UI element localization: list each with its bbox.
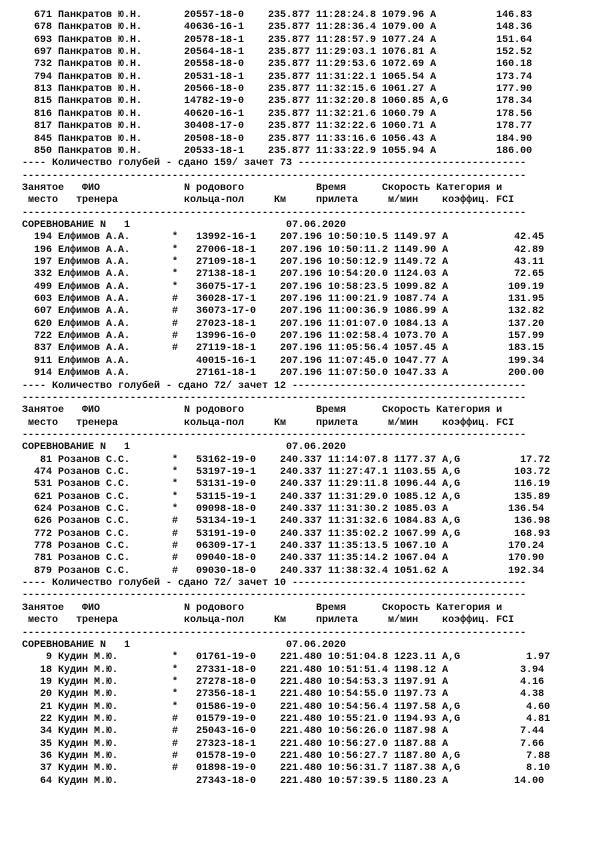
results-line: 781 Розанов С.С. # 09040-18-0 240.337 11:35:14.2 1067.04 А 170.90 [22, 553, 545, 565]
results-line: 693 Панкратов Ю.Н. 20578-18-1 235.877 11:28:57.9 1077.24 А 151.64 [22, 34, 533, 46]
results-line: СОРЕВНОВАНИЕ N 1 07.06.2020 [22, 219, 347, 231]
results-line: 194 Елфимов А.А. * 13992-16-1 207.196 10:50:10.5 1149.97 А 42.45 [22, 232, 545, 244]
results-line: 624 Розанов С.С. * 09098-18-0 240.337 11:31:30.2 1085.03 А 136.54 [22, 504, 545, 515]
results-line: СОРЕВНОВАНИЕ N 1 07.06.2020 [22, 442, 347, 454]
results-line: 332 Елфимов А.А. * 27138-18-1 207.196 10:54:20.0 1124.03 А 72.65 [22, 269, 545, 281]
results-line: 34 Кудин М.Ю. # 25043-16-0 221.480 10:56:26.0 1187.98 А 7.44 [22, 726, 545, 738]
results-line: 21 Кудин М.Ю. * 01586-19-0 221.480 10:54:56.4 1197.58 А,G 4.60 [22, 701, 551, 713]
results-line: 732 Панкратов Ю.Н. 20558-18-0 235.877 11:29:53.6 1072.69 А 160.18 [22, 59, 533, 71]
results-line: место тренера кольца-пол Км прилета м/мин коэффиц. FCI [22, 195, 515, 207]
results-line: ---- Количество голубей - сдано 159/ зачет 73 -------------------------------------- [22, 158, 527, 170]
results-line: 722 Елфимов А.А. # 13996-16-0 207.196 11:02:58.4 1073.70 А 157.99 [22, 331, 545, 343]
results-line: 772 Розанов С.С. # 53191-19-0 240.337 11:35:02.2 1067.99 А,G 168.93 [22, 528, 551, 540]
results-line: 813 Панкратов Ю.Н. 20566-18-0 235.877 11:32:15.6 1061.27 А 177.90 [22, 84, 533, 96]
results-line: СОРЕВНОВАНИЕ N 1 07.06.2020 [22, 639, 347, 651]
results-line: Занятое ФИО N родового Время Скорость Категория и [22, 182, 503, 194]
results-line: 603 Елфимов А.А. # 36028-17-1 207.196 11:00:21.9 1087.74 А 131.95 [22, 294, 545, 306]
results-line: 64 Кудин М.Ю. 27343-18-0 221.480 10:57:39.5 1180.23 А 14.00 [22, 775, 545, 787]
results-line: 626 Розанов С.С. # 53134-19-1 240.337 11:31:32.6 1084.83 А,G 136.98 [22, 516, 551, 528]
results-line: ------------------------------------------------------------------------------------ [22, 627, 527, 639]
results-line: 678 Панкратов Ю.Н. 40636-16-1 235.877 11:28:36.4 1079.00 А 148.36 [22, 22, 533, 34]
results-line: 816 Панкратов Ю.Н. 40620-16-1 235.877 11:32:21.6 1060.79 А 178.56 [22, 108, 533, 120]
results-line: 19 Кудин М.Ю. * 27278-18-0 221.480 10:54:53.3 1197.91 А 4.16 [22, 676, 545, 688]
results-line: 197 Елфимов А.А. * 27109-18-1 207.196 10:50:12.9 1149.72 А 43.11 [22, 257, 545, 268]
results-line: 18 Кудин М.Ю. * 27331-18-0 221.480 10:51:51.4 1198.12 А 3.94 [22, 664, 545, 676]
results-line: 607 Елфимов А.А. # 36073-17-0 207.196 11:00:36.9 1086.99 А 132.82 [22, 306, 545, 318]
results-line: 879 Розанов С.С. # 09030-18-0 240.337 11:38:32.4 1051.62 А 192.34 [22, 565, 545, 577]
results-line: 794 Панкратов Ю.Н. 20531-18-1 235.877 11:31:22.1 1065.54 А 173.74 [22, 71, 533, 83]
results-line: ------------------------------------------------------------------------------------ [22, 429, 527, 441]
results-line: 531 Розанов С.С. * 53131-19-0 240.337 11:29:11.8 1096.44 А,G 116.19 [22, 479, 551, 491]
results-line: Занятое ФИО N родового Время Скорость Категория и [22, 602, 503, 614]
results-line: 36 Кудин М.Ю. # 01578-19-0 221.480 10:56:27.7 1187.80 А,G 7.88 [22, 751, 551, 762]
results-line: 37 Кудин М.Ю. # 01898-19-0 221.480 10:56:31.7 1187.38 А,G 8.10 [22, 763, 551, 775]
results-line: 81 Розанов С.С. * 53162-19-0 240.337 11:14:07.8 1177.37 А,G 17.72 [22, 454, 551, 466]
results-line: 621 Розанов С.С. * 53115-19-1 240.337 11:31:29.0 1085.12 А,G 135.89 [22, 491, 551, 503]
results-line: 20 Кудин М.Ю. * 27356-18-1 221.480 10:54:55.0 1197.73 А 4.38 [22, 689, 545, 701]
results-line: ------------------------------------------------------------------------------------ [22, 590, 527, 602]
results-line: 911 Елфимов А.А. 40015-16-1 207.196 11:07:45.0 1047.77 А 199.34 [22, 355, 545, 367]
results-line: 914 Елфимов А.А. 27161-18-1 207.196 11:07:50.0 1047.33 А 200.00 [22, 368, 545, 380]
results-line: место тренера кольца-пол Км прилета м/мин коэффиц. FCI [22, 615, 515, 627]
results-line: 697 Панкратов Ю.Н. 20564-18-1 235.877 11:29:03.1 1076.81 А 152.52 [22, 47, 533, 59]
results-line: 474 Розанов С.С. * 53197-19-1 240.337 11:27:47.1 1103.55 А,G 103.72 [22, 466, 551, 478]
results-line: 9 Кудин М.Ю. * 01761-19-0 221.480 10:51:04.8 1223.11 А,G 1.97 [22, 652, 551, 664]
results-line: ------------------------------------------------------------------------------------ [22, 207, 527, 219]
results-line: 22 Кудин М.Ю. # 01579-19-0 221.480 10:55:21.0 1194.93 А,G 4.81 [22, 713, 551, 725]
results-line: 499 Елфимов А.А. * 36075-17-1 207.196 10:58:23.5 1099.82 А 109.19 [22, 281, 545, 293]
results-line: 778 Розанов С.С. # 06309-17-1 240.337 11:35:13.5 1067.10 А 170.24 [22, 541, 545, 553]
results-line: 671 Панкратов Ю.Н. 20557-18-0 235.877 11:28:24.8 1079.96 А 146.83 [22, 10, 533, 21]
results-line: 815 Панкратов Ю.Н. 14782-19-0 235.877 11:32:20.8 1060.85 А,G 178.34 [22, 96, 533, 108]
results-line: 837 Елфимов А.А. # 27119-18-1 207.196 11:05:56.4 1057.45 А 183.15 [22, 343, 545, 355]
results-line: ---- Количество голубей - сдано 72/ зачет 12 --------------------------------------- [22, 380, 527, 392]
results-line: место тренера кольца-пол Км прилета м/мин коэффиц. FCI [22, 417, 515, 429]
results-line: ---- Количество голубей - сдано 72/ зачет 10 --------------------------------------- [22, 578, 527, 590]
results-line: 35 Кудин М.Ю. # 27323-18-1 221.480 10:56:27.0 1187.88 А 7.66 [22, 738, 545, 750]
results-line: 620 Елфимов А.А. # 27023-18-1 207.196 11:01:07.0 1084.13 А 137.20 [22, 318, 545, 330]
results-line: 817 Панкратов Ю.Н. 30408-17-0 235.877 11:32:22.6 1060.71 А 178.77 [22, 121, 533, 133]
results-line: Занятое ФИО N родового Время Скорость Категория и [22, 405, 503, 417]
results-line: ------------------------------------------------------------------------------------ [22, 170, 527, 182]
results-line: 196 Елфимов А.А. * 27006-18-1 207.196 10:50:11.2 1149.90 А 42.89 [22, 244, 545, 256]
results-line: ------------------------------------------------------------------------------------ [22, 392, 527, 404]
results-line: 850 Панкратов Ю.Н. 20533-18-1 235.877 11:33:22.9 1055.94 А 186.00 [22, 145, 533, 157]
results-line: 845 Панкратов Ю.Н. 20508-18-0 235.877 11:33:16.6 1056.43 А 184.90 [22, 133, 533, 145]
